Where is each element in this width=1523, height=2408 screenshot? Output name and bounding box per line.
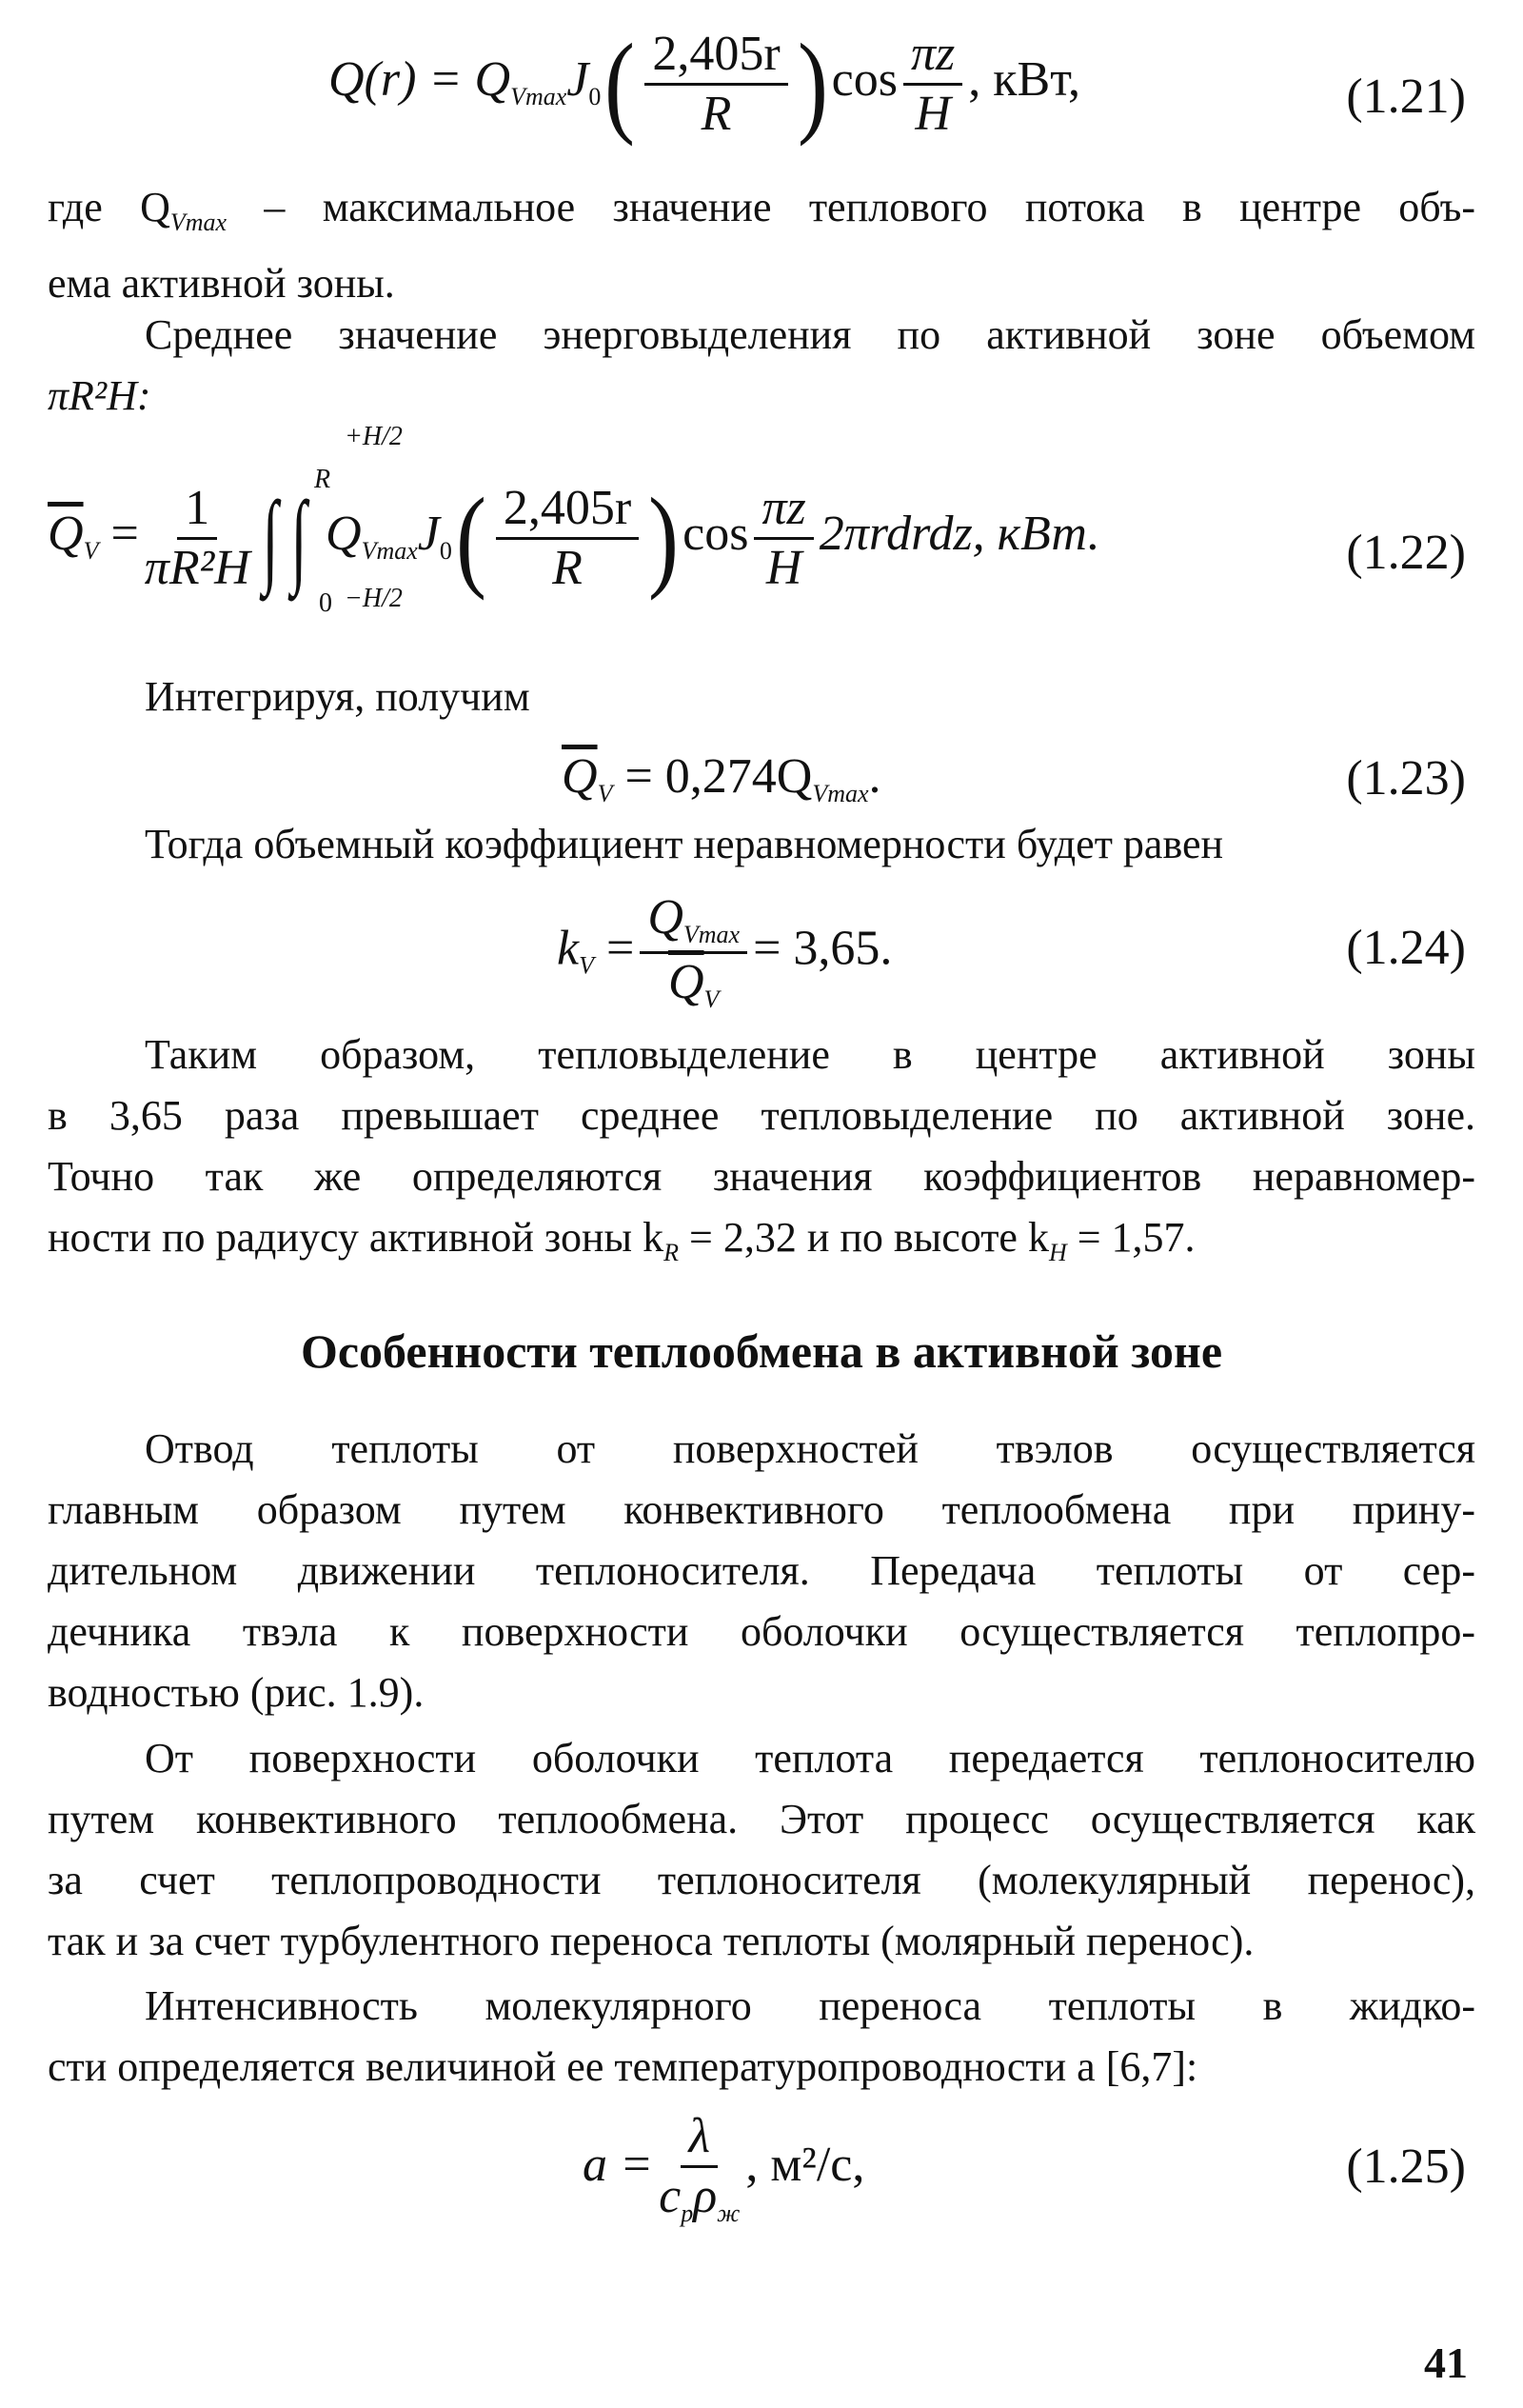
paragraph-surface [48, 1728, 1475, 1972]
paragraph-heat-removal [48, 1419, 1475, 1723]
thus-kh-value: = 1,57. [1066, 1214, 1196, 1261]
surface-line-4: так и за счет турбулентного переноса теплоты (молярный перенос). [48, 1918, 1255, 1964]
paragraph-then [48, 814, 1475, 875]
equation-1-23 [0, 743, 1523, 819]
eq-1-23-rhs-sub: Vmax [812, 780, 869, 807]
eq-1-24-lhs-sub: V [579, 951, 594, 980]
limit-r-top: R [314, 465, 331, 494]
eq-1-25-denominator [659, 2168, 740, 2226]
equation-number-1-24: (1.24) [1346, 921, 1466, 975]
eq-1-22-tail: 2πrdrdz, кВт. [819, 506, 1100, 561]
thus-line-4 [48, 1207, 1475, 1284]
equation-number-1-22: (1.22) [1346, 526, 1466, 580]
eq-1-21-units: , кВт, [968, 51, 1081, 107]
equation-1-21 [0, 17, 1523, 160]
thus-line-2: в 3,65 раза превышает среднее тепловыделение по активной зоне. [48, 1092, 1475, 1139]
den-rho-sub: ж [717, 2199, 741, 2227]
eq-1-25-numerator: λ [681, 2112, 718, 2168]
thus-kh-sub: H [1048, 1239, 1067, 1266]
integrand-q: Q [326, 506, 362, 561]
eq-1-21-arg-fraction [644, 26, 787, 141]
eq-1-24-rhs: = 3,65. [753, 921, 893, 976]
eq-1-22-lhs: $\overline{Q}$ [48, 506, 84, 561]
page-number: 41 [1424, 2338, 1468, 2387]
where-text-start: где Q [48, 184, 170, 230]
surface-line-2: путем конвективного теплообмена. Этот процесс осуществляется как [48, 1796, 1475, 1842]
arg-numerator: 2,405r [644, 30, 787, 86]
surface-line-3: за счет теплопроводности теплоносителя (молекулярный перенос), [48, 1857, 1475, 1903]
eq-1-21-bessel-sub: 0 [588, 82, 602, 110]
den-p: p [681, 2199, 694, 2227]
paragraph-thus [48, 1025, 1475, 1284]
where-sub: Vmax [169, 209, 227, 236]
integrand-bessel-sub: 0 [439, 536, 452, 565]
equation-1-25 [0, 2104, 1523, 2247]
thus-kr-label: ности по радиусу активной зоны k [48, 1214, 664, 1261]
eq-1-22-cos: cos [682, 506, 749, 561]
cos-denominator: H [765, 540, 802, 595]
eq-1-22-prefactor [144, 480, 250, 595]
eq-1-23-rhs: = 0,274Q [624, 749, 813, 804]
den-rho: ρ [693, 2169, 718, 2223]
left-paren: ( [604, 20, 636, 147]
num-q: Q [647, 890, 683, 945]
den-sub: V [703, 985, 720, 1013]
left-paren: ( [455, 474, 486, 601]
equation-1-24 [0, 886, 1523, 1028]
heat-line-5: водностью (рис. 1.9). [48, 1669, 425, 1716]
cos-numerator: πz [903, 30, 962, 86]
eq-1-25-units: , м²/с, [745, 2137, 865, 2192]
heat-line-3: дительном движении теплоносителя. Передача теплоты от сер- [48, 1547, 1475, 1594]
eq-1-23-lhs: $\overline{Q}$ [562, 749, 598, 804]
integrand-bessel: J [417, 506, 440, 561]
limit-z-top: +H/2 [345, 422, 403, 451]
eq-1-21-sub: Vmax [510, 82, 567, 110]
integral-r-sign: ∫ [262, 480, 279, 596]
right-paren: ) [797, 20, 828, 147]
intensity-line-1: Интенсивность молекулярного переноса теплоты в жидко- [145, 1982, 1475, 2029]
surface-line-1: От поверхности оболочки теплота передается теплоносителю [145, 1735, 1475, 1781]
thus-kr-sub: R [663, 1239, 679, 1266]
eq-1-25-lhs: a = [583, 2137, 654, 2192]
eq-1-21-cos-fraction [903, 26, 962, 141]
arg-denominator: R [701, 86, 732, 141]
eq-1-24-equals: = [605, 921, 635, 976]
equation-number-1-21: (1.21) [1346, 70, 1466, 124]
integrand-sub: Vmax [361, 536, 418, 565]
eq-1-23-lhs-sub: V [597, 780, 613, 807]
eq-1-22-lhs-sub: V [83, 536, 99, 565]
eq-1-22-arg-fraction [496, 480, 639, 595]
eq-1-24-numerator [640, 890, 747, 954]
where-line-2: ема активной зоны. [48, 260, 395, 307]
integrating-text: Интегрируя, получим [145, 673, 530, 720]
den-q: $\overline{Q}$ [667, 955, 704, 1009]
thus-kh-label: = 2,32 и по высоте k [679, 1214, 1049, 1261]
section-heading: Особенности теплообмена в активной зоне [300, 1324, 1223, 1378]
where-text-end: – максимальное значение теплового потока в центре объ- [227, 184, 1475, 230]
paragraph-mean [48, 305, 1475, 427]
eq-1-23-dot: . [868, 749, 881, 804]
limit-z-bottom: −H/2 [345, 584, 403, 613]
equation-number-1-25: (1.25) [1346, 2139, 1466, 2194]
eq-1-21-cos: cos [831, 51, 898, 107]
eq-1-24-fraction [640, 890, 747, 1013]
eq-1-25-fraction [659, 2109, 741, 2227]
equation-number-1-23: (1.23) [1346, 751, 1466, 806]
prefactor-numerator: 1 [177, 484, 217, 540]
paragraph-intensity [48, 1976, 1475, 2098]
arg-denominator: R [552, 540, 583, 595]
eq-1-22-cos-fraction [754, 480, 813, 595]
heat-line-1: Отвод теплоты от поверхностей твэлов осуществляется [145, 1425, 1475, 1472]
right-paren: ) [648, 474, 680, 601]
mean-line-1: Среднее значение энерговыделения по активной зоне объемом [145, 311, 1475, 358]
cos-numerator: πz [754, 484, 813, 540]
den-c: c [659, 2169, 682, 2223]
heat-line-4: дечника твэла к поверхности оболочки осуществляется теплопро- [48, 1608, 1475, 1655]
cos-denominator: H [915, 86, 951, 141]
limit-r-bottom: 0 [319, 588, 332, 618]
eq-1-24-denominator [668, 954, 719, 1012]
mean-line-2: πR²H: [48, 372, 151, 419]
eq-1-24-lhs: k [557, 921, 580, 976]
eq-1-21-bessel: J [566, 51, 589, 107]
thus-line-3: Точно так же определяются значения коэффициентов неравномер- [48, 1153, 1475, 1200]
integral-z-sign: ∫ [290, 480, 307, 596]
num-sub: Vmax [682, 921, 741, 948]
eq-1-22-equals: = [110, 506, 139, 561]
then-text: Тогда объемный коэффициент неравномерности будет равен [145, 821, 1224, 867]
thus-line-1: Таким образом, тепловыделение в центре активной зоны [145, 1031, 1475, 1078]
eq-1-21-lhs: Q(r) = Q [328, 51, 511, 107]
equation-1-22 [0, 424, 1523, 662]
arg-numerator: 2,405r [496, 484, 639, 540]
prefactor-denominator: πR²H [144, 540, 250, 595]
paragraph-where [48, 177, 1475, 314]
heat-line-2: главным образом путем конвективного теплообмена при прину- [48, 1486, 1475, 1533]
intensity-line-2: сти определяется величиной ее температуропроводности a [6,7]: [48, 2043, 1198, 2090]
paragraph-integrating [48, 667, 1475, 727]
